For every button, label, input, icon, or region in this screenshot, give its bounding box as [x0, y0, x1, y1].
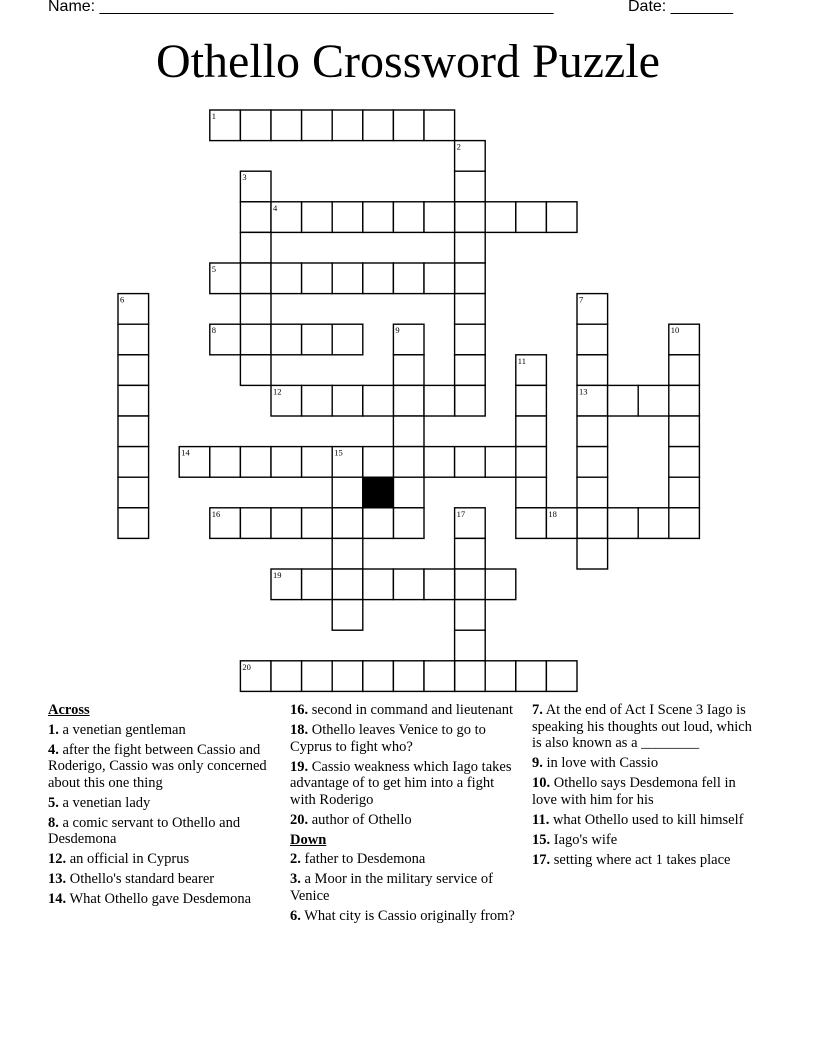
grid-cell[interactable]	[210, 447, 241, 478]
grid-cell[interactable]	[240, 110, 271, 141]
grid-cell[interactable]	[363, 263, 394, 294]
name-field[interactable]: Name: ___________________________________________________	[48, 0, 554, 15]
grid-cell[interactable]	[577, 538, 608, 569]
grid-cell[interactable]	[485, 447, 516, 478]
page-title: Othello Crossword Puzzle	[156, 35, 660, 88]
grid-cell[interactable]	[455, 294, 486, 325]
clue-number: 12.	[48, 851, 67, 867]
grid-cell[interactable]	[302, 661, 333, 692]
clue-down-6	[290, 908, 515, 925]
clue-text: a venetian lady	[58, 794, 151, 811]
cell-number: 1	[211, 111, 217, 121]
grid-cell[interactable]	[240, 447, 271, 478]
grid-cell[interactable]	[302, 263, 333, 294]
clue-down-3	[290, 871, 515, 904]
cell-number: 12	[273, 386, 282, 397]
clue-column-1	[48, 702, 280, 911]
grid-cell[interactable]	[424, 569, 455, 600]
grid-cell[interactable]	[393, 355, 424, 386]
clue-text: what Othello used to kill himself	[549, 811, 744, 828]
clue-down-10	[532, 775, 764, 808]
cell-number: 6	[120, 294, 125, 305]
clue-down-2	[290, 851, 515, 868]
grid-cell[interactable]	[393, 263, 424, 294]
clue-down-11	[532, 812, 764, 829]
clue-number: 18.	[290, 722, 309, 738]
cell-number: 11	[517, 355, 526, 366]
clue-text: Iago's wife	[550, 831, 618, 848]
grid-cell[interactable]	[393, 661, 424, 692]
cell-number: 16	[211, 508, 221, 519]
grid-cell[interactable]	[393, 508, 424, 539]
grid-cell[interactable]	[608, 385, 639, 416]
cell-number: 9	[395, 325, 400, 336]
grid-cell[interactable]	[393, 416, 424, 447]
clue-number: 20.	[290, 811, 309, 828]
grid-cell[interactable]	[455, 385, 486, 416]
grid-cell[interactable]	[363, 508, 394, 539]
grid-cell[interactable]	[393, 477, 424, 508]
grid-cell[interactable]	[393, 447, 424, 478]
grid-cell[interactable]	[271, 661, 302, 692]
grid-cell[interactable]	[332, 202, 363, 233]
clue-number: 9.	[532, 755, 543, 771]
grid-cell[interactable]	[455, 600, 486, 631]
grid-cell[interactable]	[516, 447, 547, 478]
cell-number: 10	[670, 325, 680, 336]
grid-cell[interactable]	[302, 110, 333, 141]
grid-cell[interactable]	[577, 508, 608, 539]
grid-cell[interactable]	[516, 661, 547, 692]
clue-down-17	[532, 852, 764, 869]
cell-number: 15	[334, 447, 343, 458]
clue-column-3	[532, 702, 764, 872]
grid-cell[interactable]	[271, 508, 302, 539]
clue-text: Othello leaves Venice to go to Cyprus to fight who?	[290, 722, 486, 755]
grid-cell[interactable]	[485, 202, 516, 233]
clue-number: 8.	[48, 814, 59, 831]
clue-text: an official in Cyprus	[66, 851, 190, 867]
grid-cell[interactable]	[424, 263, 455, 294]
grid-cell[interactable]	[393, 202, 424, 233]
cell-number: 20	[242, 661, 251, 672]
clue-number: 10.	[532, 775, 551, 791]
clue-text: At the end of Act I Scene 3 Iago is speaking his thoughts out loud, which is also known as a ________	[532, 702, 752, 751]
clue-number: 6.	[290, 907, 301, 924]
clue-across-18	[290, 722, 515, 755]
grid-cell[interactable]	[118, 508, 149, 539]
clue-number: 5.	[48, 794, 59, 811]
clue-number: 17.	[532, 851, 551, 868]
clue-text: Othello's standard bearer	[66, 871, 215, 887]
grid-cell[interactable]	[363, 661, 394, 692]
grid-cell[interactable]	[455, 630, 486, 661]
cell-number: 17	[456, 508, 466, 519]
grid-cell[interactable]	[669, 416, 700, 447]
clue-number: 16.	[290, 702, 309, 718]
grid-cell[interactable]	[424, 447, 455, 478]
grid-cell[interactable]	[240, 508, 271, 539]
grid-cell[interactable]	[271, 110, 302, 141]
clue-text: in love with Cassio	[542, 755, 659, 771]
grid-cell[interactable]	[393, 110, 424, 141]
grid-cell[interactable]	[118, 447, 149, 478]
clue-across-16	[290, 702, 515, 719]
grid-cell[interactable]	[669, 508, 700, 539]
clue-down-7	[532, 702, 764, 752]
grid-cell[interactable]	[669, 355, 700, 386]
grid-cell[interactable]	[271, 324, 302, 355]
cell-number: 8	[211, 325, 217, 336]
grid-cell[interactable]	[455, 232, 486, 263]
cell-number: 3	[242, 172, 247, 183]
clue-text: setting where act 1 takes place	[550, 851, 731, 868]
cell-number: 5	[211, 264, 217, 274]
down-heading: Down	[290, 831, 327, 848]
grid-cell[interactable]	[516, 477, 547, 508]
grid-cell[interactable]	[577, 324, 608, 355]
grid-cell[interactable]	[455, 263, 486, 294]
grid-cell[interactable]	[669, 385, 700, 416]
clue-text: What city is Cassio originally from?	[300, 907, 515, 924]
grid-cell[interactable]	[608, 508, 639, 539]
grid-cell[interactable]	[118, 416, 149, 447]
grid-cell[interactable]	[638, 508, 669, 539]
grid-cell[interactable]	[240, 232, 271, 263]
grid-cell[interactable]	[424, 661, 455, 692]
grid-cell[interactable]	[332, 569, 363, 600]
clue-text: a venetian gentleman	[58, 721, 186, 738]
grid-cell[interactable]	[455, 447, 486, 478]
grid-cell[interactable]	[332, 600, 363, 631]
clue-number: 4.	[48, 741, 59, 758]
clue-across-12	[48, 851, 280, 868]
grid-cell[interactable]	[332, 110, 363, 141]
clue-text: a Moor in the military service of Venice	[290, 871, 493, 904]
grid-cell[interactable]	[332, 661, 363, 692]
grid-cell[interactable]	[302, 202, 333, 233]
clue-text: father to Desdemona	[300, 851, 426, 867]
grid-cell[interactable]	[363, 447, 394, 478]
clue-text: Cassio weakness which Iago takes advantage of to get him into a fight with Roderigo	[290, 758, 512, 808]
clue-number: 13.	[48, 871, 67, 887]
cell-number: 2	[456, 141, 461, 152]
grid-cell[interactable]	[118, 324, 149, 355]
cell-number: 13	[579, 386, 588, 397]
grid-cell[interactable]	[455, 355, 486, 386]
clue-number: 14.	[48, 891, 67, 907]
grid-cell[interactable]	[393, 385, 424, 416]
grid-cell[interactable]	[332, 477, 363, 508]
clue-across-14	[48, 891, 280, 908]
grid-cell[interactable]	[516, 385, 547, 416]
grid-cell[interactable]	[302, 569, 333, 600]
grid-cell[interactable]	[485, 661, 516, 692]
grid-cell[interactable]	[332, 263, 363, 294]
clue-across-5	[48, 795, 280, 812]
grid-cell[interactable]	[424, 385, 455, 416]
grid-cell[interactable]	[638, 385, 669, 416]
grid-cell[interactable]	[118, 385, 149, 416]
clue-number: 1.	[48, 721, 59, 738]
grid-cell[interactable]	[118, 355, 149, 386]
clue-number: 7.	[532, 702, 543, 718]
clue-number: 11.	[532, 811, 550, 828]
clue-number: 3.	[290, 871, 301, 887]
grid-cell[interactable]	[302, 385, 333, 416]
grid-cell[interactable]	[577, 447, 608, 478]
grid-cell[interactable]	[455, 324, 486, 355]
grid-cell[interactable]	[240, 263, 271, 294]
grid-cell[interactable]	[516, 416, 547, 447]
clue-number: 15.	[532, 831, 551, 848]
grid-cell[interactable]	[455, 538, 486, 569]
grid-cell[interactable]	[546, 202, 577, 233]
grid-cell[interactable]	[669, 447, 700, 478]
grid-cell[interactable]	[455, 569, 486, 600]
clue-column-2	[290, 702, 515, 928]
clue-across-19	[290, 759, 515, 809]
grid-cell[interactable]	[302, 508, 333, 539]
clue-across-8	[48, 815, 280, 848]
grid-cell[interactable]	[485, 569, 516, 600]
across-heading: Across	[48, 702, 90, 718]
clue-text: a comic servant to Othello and Desdemona	[48, 814, 241, 847]
grid-cell[interactable]	[271, 447, 302, 478]
grid-cell[interactable]	[424, 202, 455, 233]
grid-cell[interactable]	[271, 263, 302, 294]
clue-across-20	[290, 812, 515, 829]
grid-cell[interactable]	[577, 477, 608, 508]
clue-across-1	[48, 722, 280, 739]
cell-number: 14	[181, 447, 190, 458]
clue-text: after the fight between Cassio and Roderigo, Cassio was only concerned about this one thing	[48, 741, 267, 791]
grid-cell[interactable]	[455, 171, 486, 202]
grid-cell[interactable]	[332, 385, 363, 416]
grid-cell[interactable]	[118, 477, 149, 508]
grid-cell[interactable]	[455, 202, 486, 233]
grid-cell[interactable]	[240, 294, 271, 325]
grid-cell[interactable]	[516, 202, 547, 233]
grid-cell[interactable]	[332, 538, 363, 569]
grid-cell[interactable]	[455, 661, 486, 692]
grid-cell[interactable]	[363, 202, 394, 233]
clue-text: Othello says Desdemona fell in love with him for his	[532, 775, 736, 808]
clue-text: second in command and lieutenant	[308, 702, 514, 718]
black-cell	[363, 477, 394, 508]
grid-cell[interactable]	[516, 508, 547, 539]
grid-cell[interactable]	[424, 110, 455, 141]
cell-number: 18	[548, 508, 557, 519]
grid-cell[interactable]	[363, 110, 394, 141]
grid-cell[interactable]	[546, 661, 577, 692]
clue-across-13	[48, 871, 280, 888]
cell-number: 4	[273, 202, 278, 213]
grid-cell[interactable]	[393, 569, 424, 600]
clue-text: author of Othello	[308, 811, 412, 828]
grid-cell[interactable]	[363, 385, 394, 416]
grid-cell[interactable]	[302, 324, 333, 355]
clue-number: 2.	[290, 851, 301, 867]
grid-cell[interactable]	[332, 324, 363, 355]
clue-number: 19.	[290, 758, 309, 775]
grid-cell[interactable]	[363, 569, 394, 600]
date-field[interactable]: Date: _______	[628, 0, 733, 15]
grid-cell[interactable]	[240, 202, 271, 233]
clue-across-4	[48, 742, 280, 792]
clue-text: What Othello gave Desdemona	[66, 891, 252, 907]
grid-cell[interactable]	[577, 416, 608, 447]
cell-number: 19	[273, 570, 282, 580]
grid-cell[interactable]	[669, 477, 700, 508]
grid-cell[interactable]	[240, 324, 271, 355]
grid-cell[interactable]	[332, 508, 363, 539]
grid-cell[interactable]	[577, 355, 608, 386]
grid-cell[interactable]	[302, 447, 333, 478]
clue-down-15	[532, 832, 764, 849]
grid-cell[interactable]	[240, 355, 271, 386]
cell-number: 7	[579, 294, 584, 305]
clue-down-9	[532, 755, 764, 772]
